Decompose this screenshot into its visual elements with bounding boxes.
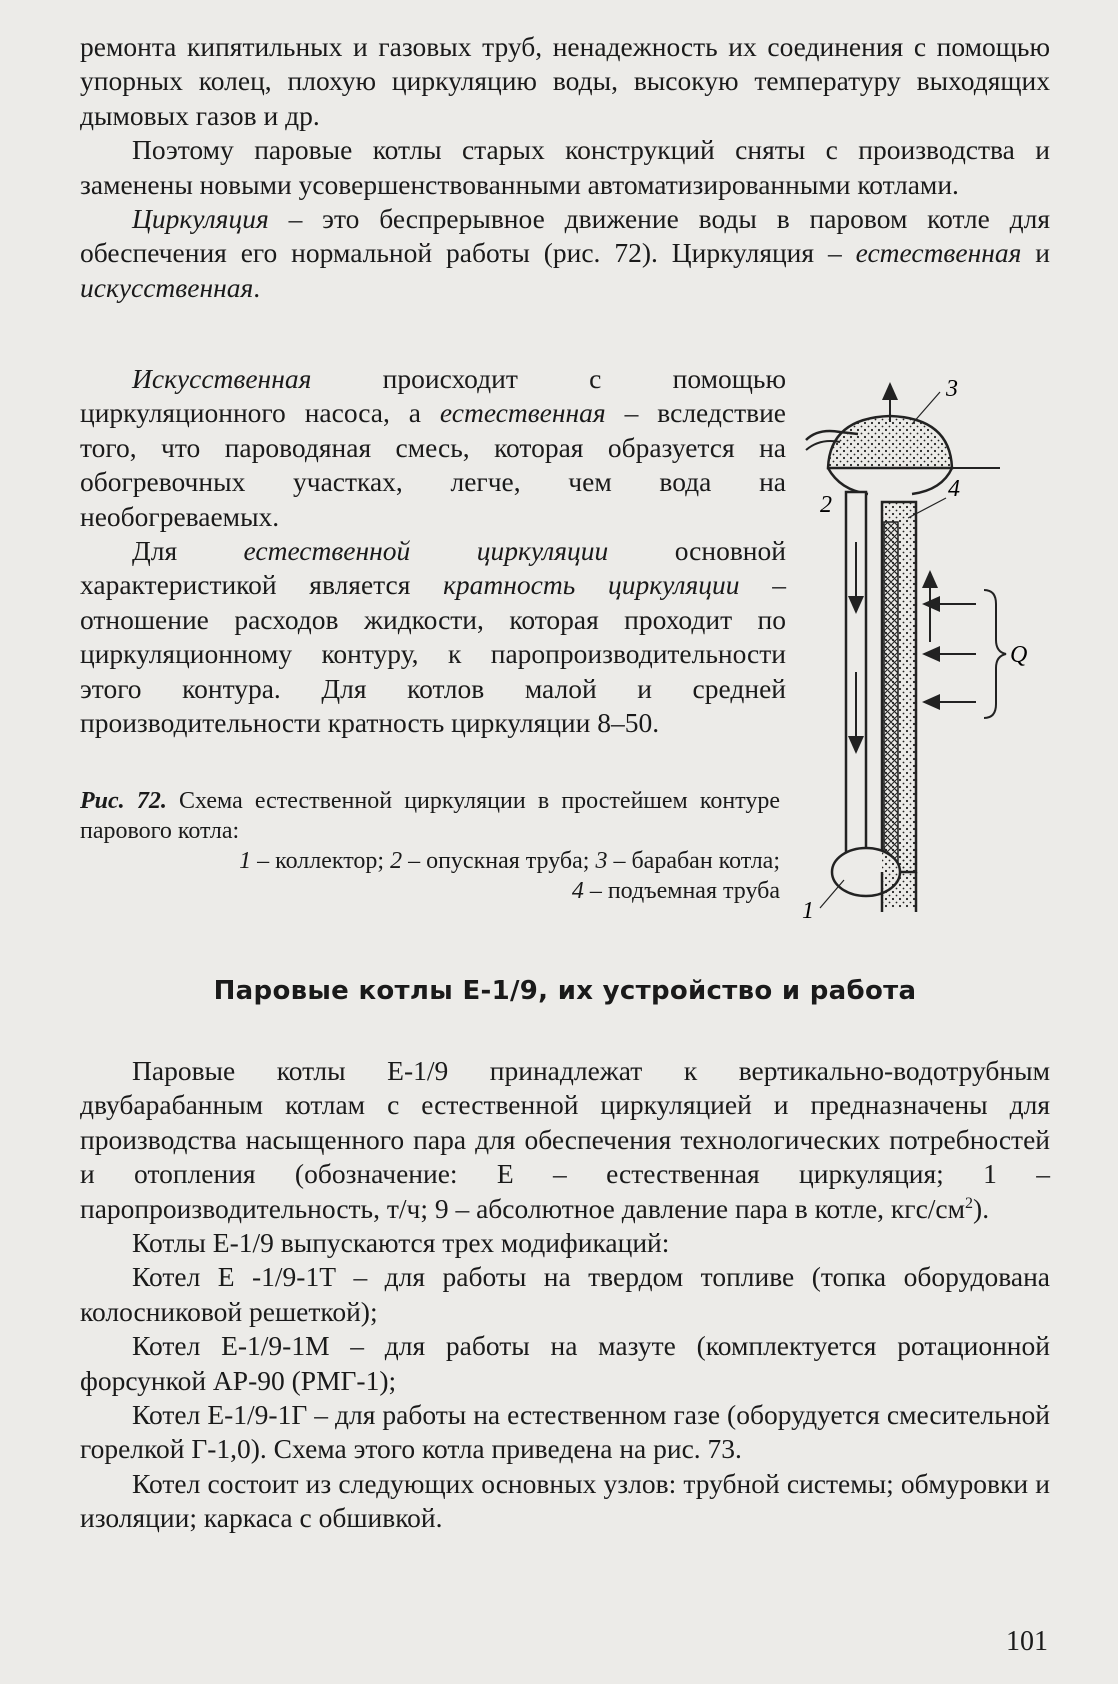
- text-segment: Искусственная: [132, 363, 312, 394]
- text-segment: происходит с помощью циркуляционного насоса, а: [80, 363, 786, 429]
- text-segment: ).: [973, 1192, 990, 1224]
- caption-legend-row2: [80, 876, 780, 906]
- legend-num: 1: [239, 848, 252, 874]
- label-collector: 1: [802, 898, 814, 922]
- legend-num: 4: [571, 878, 584, 904]
- paragraph: [80, 1398, 1050, 1467]
- legend-num: 2: [390, 848, 403, 874]
- page-number: 101: [1006, 1626, 1048, 1657]
- text-segment: 2: [965, 1194, 974, 1212]
- paragraph: [80, 30, 1050, 133]
- text-segment: Циркуляция: [132, 203, 269, 235]
- text-block-top: [80, 30, 1050, 305]
- legend-text: – опускная труба;: [408, 848, 590, 874]
- text-segment: кратность циркуляции: [443, 569, 740, 601]
- caption-text: Схема естественной циркуляции в простейшем контуре парового котла:: [80, 788, 780, 844]
- paragraph: [80, 1329, 1050, 1398]
- text-segment: .: [253, 271, 261, 303]
- text-segment: Котел Е -1/9-1Т – для работы на твердом топливе (топка оборудована колосниковой решеткой);: [80, 1261, 1050, 1327]
- paragraph: [80, 534, 786, 740]
- label-heat: Q: [1010, 642, 1028, 668]
- heat-brace: [984, 590, 1006, 718]
- label-riser: 4: [948, 476, 960, 502]
- text-segment: Паровые котлы Е-1/9 принадлежат к вертикально-водотрубным двубарабанным котлам с естественной циркуляцией и предназначены для производства насыщенного пара для обеспечения технологических потребностей и отопления (обозначение: Е – естественная циркуляция; 1 – паропроизводительность, т/ч; 9 – абсолютное давление пара в котле, кгс/см: [80, 1055, 1050, 1224]
- caption-legend-row1: [80, 846, 780, 876]
- paragraph: [80, 1054, 1050, 1226]
- paragraph: [80, 362, 786, 534]
- text-segment: Для: [132, 535, 244, 567]
- text-segment: – вследствие того, что пароводяная смесь, которая образуется на обогревочных участках, легче, чем вода на необогреваемых.: [80, 397, 787, 532]
- text-block-side: [80, 362, 786, 740]
- text-segment: основной характеристикой является: [80, 535, 786, 601]
- text-segment: искусственная: [80, 271, 254, 303]
- text-block-bottom: [80, 1054, 1050, 1536]
- drum: [828, 416, 952, 468]
- label-downcomer: 2: [820, 492, 832, 518]
- text-segment: естественная: [855, 237, 1022, 269]
- section-heading: Паровые котлы Е-1/9, их устройство и работа: [213, 976, 917, 1006]
- text-segment: – это беспрерывное движение воды в паровом котле для обеспечения его нормальной работы (рис. 72). Циркуляция –: [80, 203, 1050, 269]
- text-segment: Котлы Е-1/9 выпускаются трех модификаций:: [132, 1227, 670, 1259]
- paragraph: [80, 1260, 1050, 1329]
- circulation-diagram: [800, 372, 1090, 922]
- paragraph: [80, 1226, 1050, 1260]
- text-segment: Котел Е-1/9-1М – для работы на мазуте (комплектуется ротационной форсункой АР-90 (РМГ-1);: [80, 1330, 1050, 1396]
- text-segment: естественной циркуляции: [243, 535, 609, 567]
- paragraph: [80, 133, 1050, 202]
- paragraph: [80, 1467, 1050, 1536]
- text-segment: естественная: [439, 397, 606, 429]
- legend-text: – барабан котла;: [613, 848, 780, 874]
- figure-caption: [80, 786, 780, 906]
- text-segment: Котел состоит из следующих основных узлов: трубной системы; обмуровки и изоляции; каркаса с обшивкой.: [80, 1467, 1050, 1534]
- text-segment: – отношение расходов жидкости, которая проходит по циркуляционному контуру, к паропроизводительности этого контура. Для котлов малой и средней производительности кратность циркуляции 8–50.: [80, 569, 787, 739]
- legend-num: 3: [595, 848, 608, 874]
- label-drum: 3: [946, 376, 958, 402]
- text-segment: Котел Е-1/9-1Г – для работы на естественном газе (оборудуется смесительной горелкой Г-1,0). Схема этого котла приведена на рис. 73.: [80, 1399, 1050, 1465]
- caption-label: Рис. 72.: [80, 788, 167, 814]
- legend-text: – коллектор;: [257, 848, 385, 874]
- text-segment: Поэтому паровые котлы старых конструкций сняты с производства и заменены новыми усовершенствованными автоматизированными котлами.: [80, 134, 1050, 200]
- paragraph: [80, 202, 1050, 305]
- text-segment: ремонта кипятильных и газовых труб, ненадежность их соединения с помощью упорных колец, плохую циркуляцию воды, высокую температуру выходящих дымовых газов и др.: [80, 31, 1050, 131]
- legend-text: – подъемная труба: [589, 878, 780, 904]
- text-segment: и: [1021, 237, 1051, 269]
